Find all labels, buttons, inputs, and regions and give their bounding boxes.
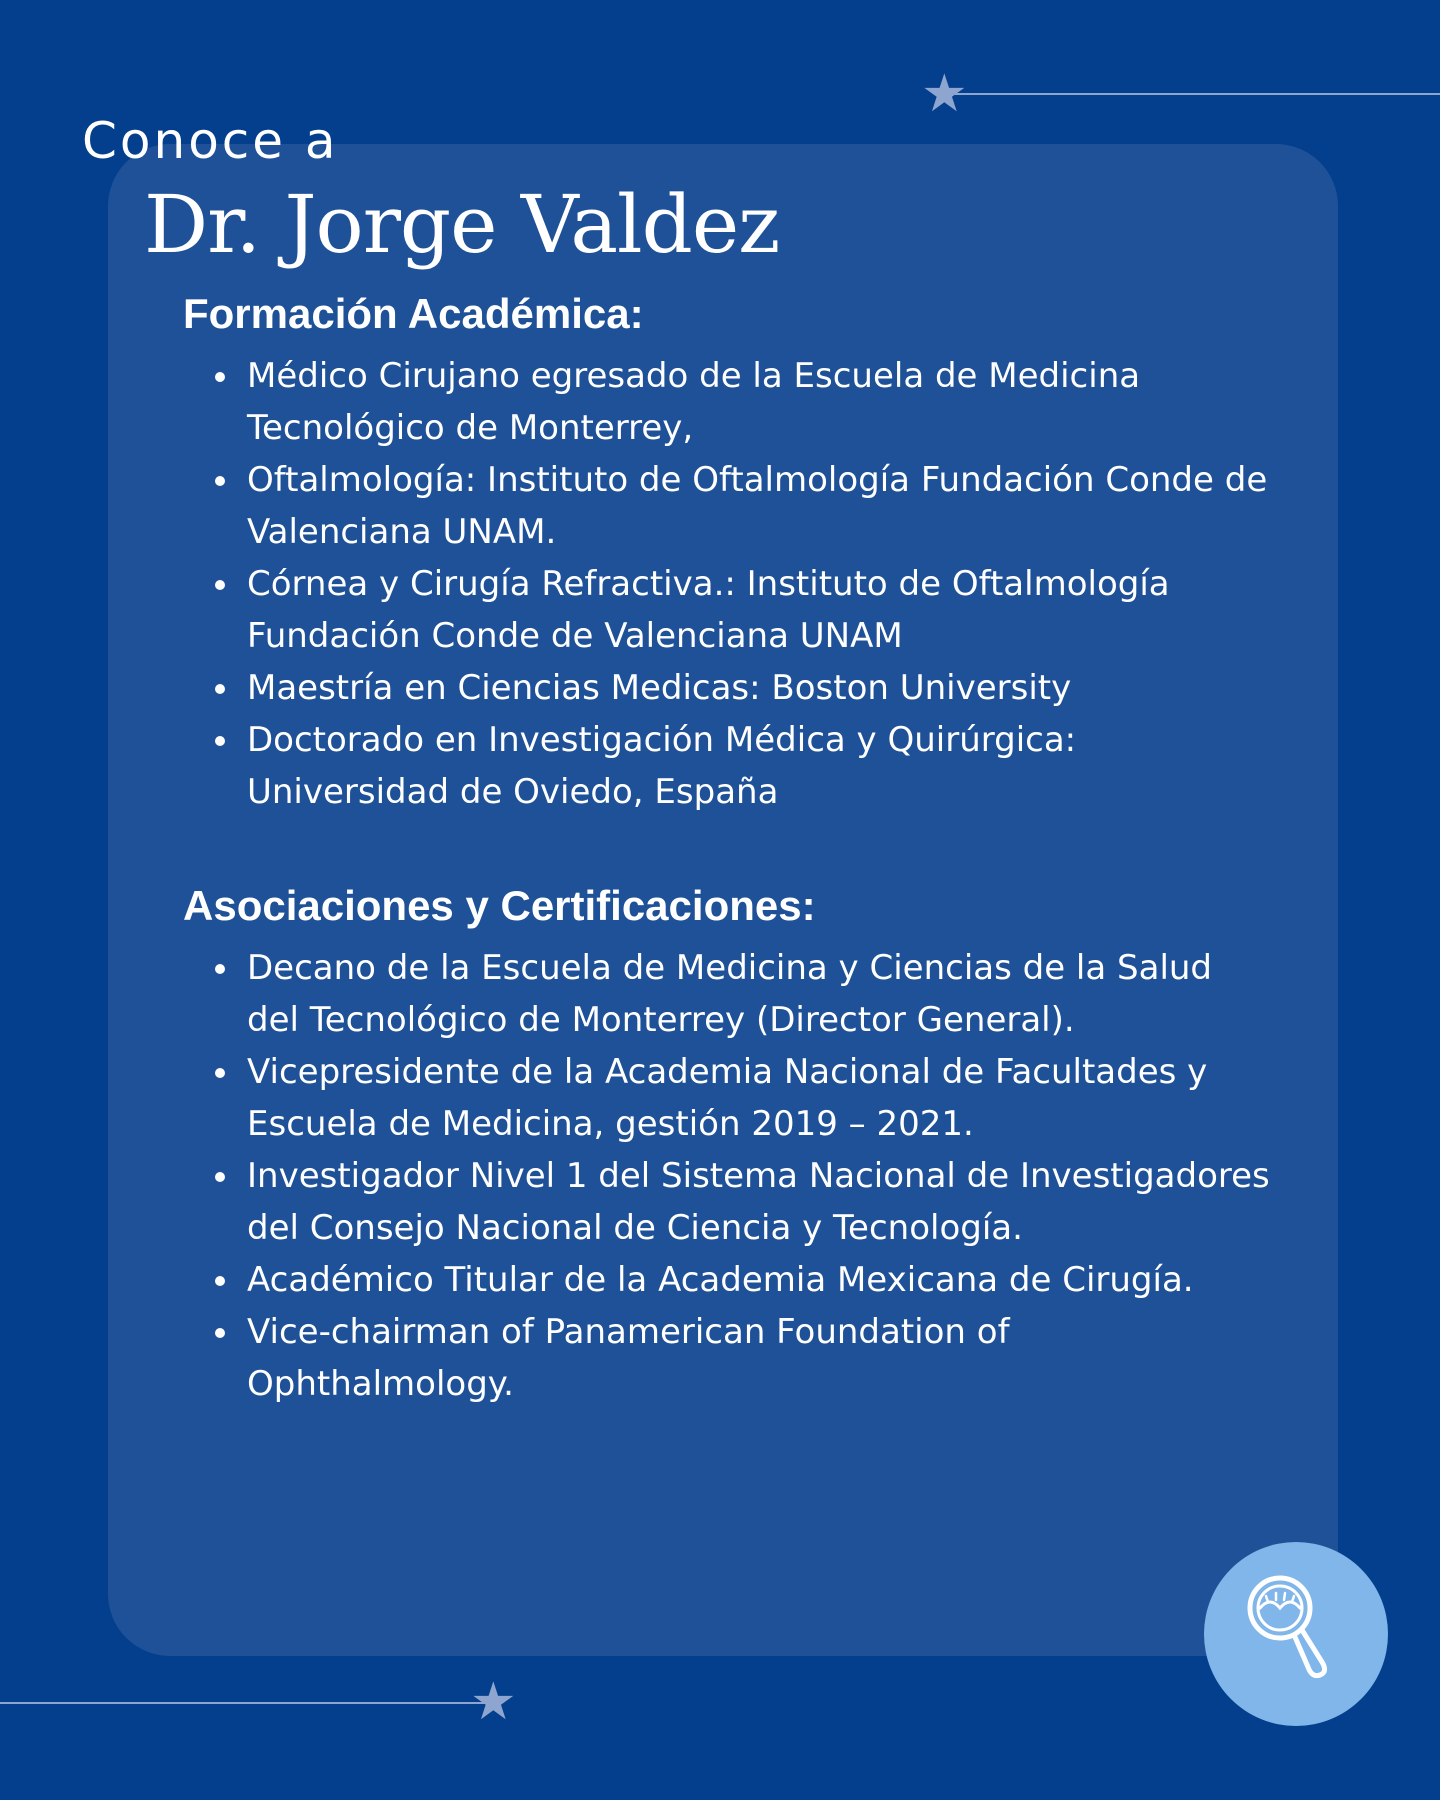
doctor-name: Dr. Jorge Valdez [144,178,780,271]
top-decoration-line [955,93,1440,95]
list-item: Investigador Nivel 1 del Sistema Nacional de Investigadores del Consejo Nacional de Ciencia y Tecnología. [183,1150,1273,1254]
list-item: Oftalmología: Instituto de Oftalmología Fundación Conde de Valenciana UNAM. [183,454,1273,558]
magnifier-badge [1204,1542,1388,1726]
bullet-list [183,350,1273,818]
section-title: Asociaciones y Certificaciones: [183,882,816,929]
section-asociaciones [183,878,1273,1410]
list-item: Vice-chairman of Panamerican Foundation of Ophthalmology. [183,1306,1273,1410]
list-item: Doctorado en Investigación Médica y Quirúrgica: Universidad de Oviedo, España [183,714,1273,818]
intro-eyebrow: Conoce a [82,112,339,170]
bottom-decoration-line [0,1702,490,1704]
list-item: Académico Titular de la Academia Mexicana de Cirugía. [183,1254,1273,1306]
section-formacion [183,286,1273,818]
bullet-list [183,942,1273,1410]
list-item: Médico Cirujano egresado de la Escuela de Medicina Tecnológico de Monterrey, [183,350,1273,454]
section-title: Formación Académica: [183,290,644,337]
list-item: Decano de la Escuela de Medicina y Ciencias de la Salud del Tecnológico de Monterrey (Director General). [183,942,1273,1046]
list-item: Córnea y Cirugía Refractiva.: Instituto de Oftalmología Fundación Conde de Valenciana UNAM [183,558,1273,662]
star-icon: ★ [921,65,968,123]
list-item: Vicepresidente de la Academia Nacional de Facultades y Escuela de Medicina, gestión 2019 – 2021. [183,1046,1273,1150]
list-item: Maestría en Ciencias Medicas: Boston University [183,662,1273,714]
magnifier-eye-icon [1204,1542,1388,1726]
star-icon: ★ [470,1673,517,1731]
